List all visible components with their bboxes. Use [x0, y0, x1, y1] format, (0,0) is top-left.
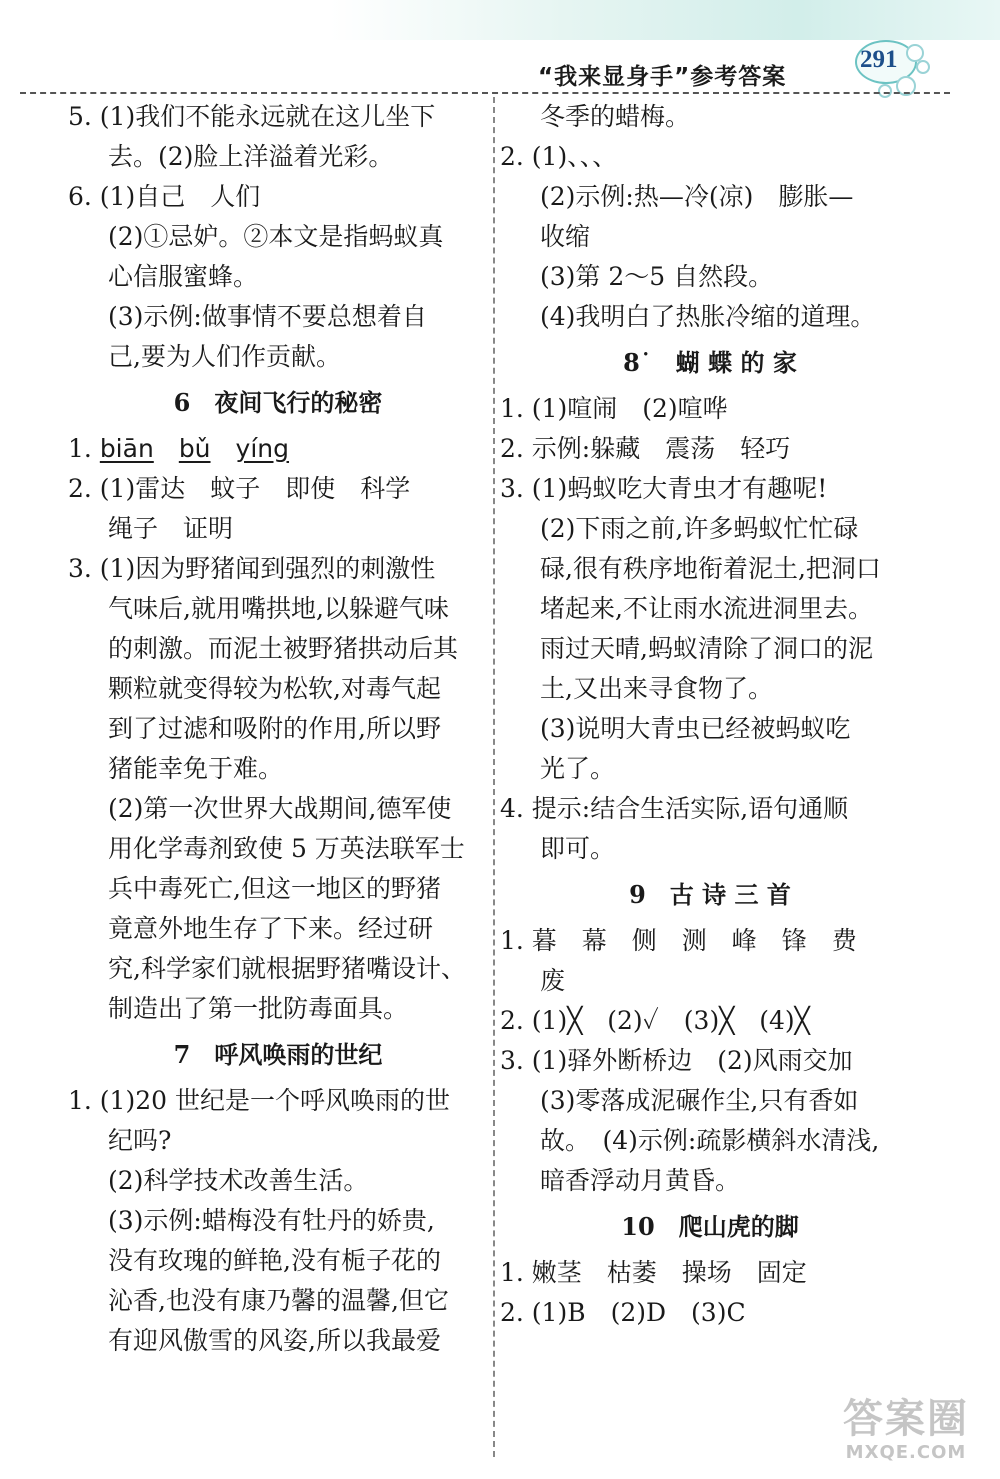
answer-line: 4. 提示:结合生活实际,语句通顺 — [500, 794, 849, 823]
column-divider — [493, 97, 495, 1457]
answer-line: 1. 暮 幕 侧 测 峰 锋 费 — [500, 926, 857, 955]
answer-line: 到了过滤和吸附的作用,所以野 — [108, 714, 441, 743]
answer-line: 2. (1)╳ (2)✓ (3)╳ (4)╳ — [500, 1006, 810, 1035]
header-rule — [20, 92, 950, 94]
pinyin-answer: biān — [99, 434, 154, 463]
answer-line: 沁香,也没有康乃馨的温馨,但它 — [108, 1286, 449, 1315]
header-title: “我来显身手”参考答案 — [538, 64, 787, 90]
section-heading-10: 10 爬山虎的脚 — [621, 1212, 799, 1241]
answer-line: (2)①忌妒。②本文是指蚂蚁真 — [108, 222, 444, 251]
answer-line: 竟意外地生存了下来。经过研 — [108, 914, 434, 943]
answer-line: (2)第一次世界大战期间,德军使 — [108, 794, 452, 823]
answer-line: 心信服蜜蜂。 — [108, 262, 259, 291]
page-number: 291 — [860, 46, 898, 73]
answer-line: 绳子 证明 — [108, 514, 234, 543]
answer-line: (4)我明白了热胀冷缩的道理。 — [540, 302, 876, 331]
header-decoration — [330, 0, 1000, 40]
answer-line: 1. (1)20 世纪是一个呼风唤雨的世 — [68, 1086, 450, 1115]
answer-line: 收缩 — [540, 222, 591, 251]
answer-line: 去。(2)脸上洋溢着光彩。 — [108, 142, 394, 171]
answer-line: 土,又出来寻食物了。 — [540, 674, 773, 703]
answer-line: (2)下雨之前,许多蚂蚁忙忙碌 — [540, 514, 859, 543]
answer-line: (3)第 2～5 自然段。 — [540, 262, 774, 291]
section-heading-9: 9 古 诗 三 首 — [629, 880, 791, 909]
left-column — [68, 97, 488, 1361]
answer-line: 2. (1)雷达 蚊子 即使 科学 — [68, 474, 411, 503]
right-column — [500, 97, 920, 1333]
answer-line: 猪能幸免于难。 — [108, 754, 284, 783]
watermark-url: MXQE.COM — [845, 1442, 967, 1463]
answer-line: 己,要为人们作贡献。 — [108, 342, 341, 371]
answer-line: 制造出了第一批防毒面具。 — [108, 994, 409, 1023]
answer-line: 颗粒就变得较为松软,对毒气起 — [108, 674, 441, 703]
answer-line: 冬季的蜡梅。 — [540, 102, 691, 131]
answer-line: 2. (1)、、、 — [500, 142, 618, 171]
answer-line: (2)科学技术改善生活。 — [108, 1166, 369, 1195]
answer-line: 2. (1)B (2)D (3)C — [500, 1298, 746, 1327]
pinyin-answer: yíng — [235, 434, 290, 463]
answer-line: 3. (1)驿外断桥边 (2)风雨交加 — [500, 1046, 853, 1075]
answer-line: (3)示例:做事情不要总想着自 — [108, 302, 427, 331]
answer-line: 即可。 — [540, 834, 616, 863]
answer-line: 故。 (4)示例:疏影横斜水清浅, — [540, 1126, 880, 1155]
answer-line: 1. 嫩茎 枯萎 操场 固定 — [500, 1258, 807, 1287]
answer-line: 6. (1)自己 人们 — [68, 182, 261, 211]
answer-line: 兵中毒死亡,但这一地区的野猪 — [108, 874, 441, 903]
answer-number: 1. — [68, 434, 100, 463]
section-heading-6: 6 夜间飞行的秘密 — [173, 388, 383, 417]
answer-line: 没有玫瑰的鲜艳,没有栀子花的 — [108, 1246, 441, 1275]
bubble-decoration — [916, 60, 930, 74]
section-heading-7: 7 呼风唤雨的世纪 — [173, 1040, 383, 1069]
answer-line: 3. (1)因为野猪闻到强烈的刺激性 — [68, 554, 436, 583]
answer-line: (3)零落成泥碾作尘,只有香如 — [540, 1086, 859, 1115]
watermark-text: 答案圈 — [843, 1396, 969, 1442]
pinyin-answer-line — [68, 429, 488, 469]
answer-line: 暗香浮动月黄昏。 — [540, 1166, 741, 1195]
answer-line: 2. 示例:躲藏 震荡 轻巧 — [500, 434, 791, 463]
watermark-logo — [836, 1395, 976, 1475]
pinyin-answer: bǔ — [178, 434, 211, 463]
answer-line: 用化学毒剂致使 5 万英法联军士 — [108, 834, 465, 863]
answer-line: 有迎风傲雪的风姿,所以我最爱 — [108, 1326, 441, 1355]
section-heading-8: 8˙ 蝴 蝶 的 家 — [623, 348, 797, 377]
answer-line: 气味后,就用嘴拱地,以躲避气味 — [108, 594, 449, 623]
answer-line: 的刺激。而泥土被野猪拱动后其 — [108, 634, 459, 663]
answer-line: (3)说明大青虫已经被蚂蚁吃 — [540, 714, 851, 743]
answer-line: (2)示例:热—冷(凉) 膨胀— — [540, 182, 854, 211]
answer-line: 光了。 — [540, 754, 616, 783]
answer-line: 5. (1)我们不能永远就在这儿坐下 — [68, 102, 436, 131]
answer-line: 1. (1)喧闹 (2)喧哗 — [500, 394, 728, 423]
answer-line: (3)示例:蜡梅没有牡丹的娇贵, — [108, 1206, 435, 1235]
answer-line: 碌,很有秩序地衔着泥土,把洞口 — [540, 554, 881, 583]
answer-line: 堵起来,不让雨水流进洞里去。 — [540, 594, 873, 623]
answer-line: 废 — [540, 966, 566, 995]
answer-line: 雨过天晴,蚂蚁清除了洞口的泥 — [540, 634, 873, 663]
answer-line: 究,科学家们就根据野猪嘴设计、 — [108, 954, 466, 983]
answer-line: 3. (1)蚂蚁吃大青虫才有趣呢! — [500, 474, 828, 503]
bubble-decoration — [878, 84, 892, 98]
answer-line: 纪吗? — [108, 1126, 172, 1155]
